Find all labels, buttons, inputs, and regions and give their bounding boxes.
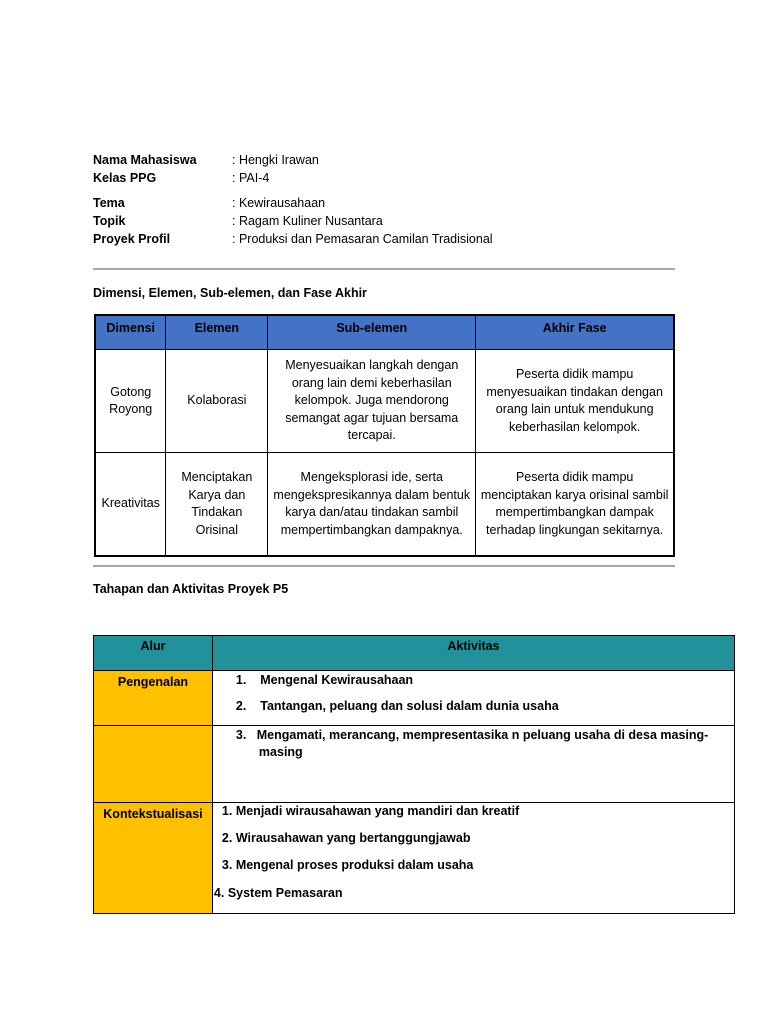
list-item: 2. Tantangan, peluang dan solusi dalam dunia usaha xyxy=(235,699,559,713)
class-label: Kelas PPG xyxy=(93,171,157,185)
table-row xyxy=(94,803,735,914)
list-item: 4. System Pemasaran xyxy=(213,886,343,900)
stage-kontekstualisasi-activities xyxy=(212,803,734,914)
table-row xyxy=(94,726,735,803)
student-name-value: : Hengki Irawan xyxy=(232,153,319,167)
col-header-dimensi: Dimensi xyxy=(95,315,166,350)
table-header-row xyxy=(95,315,674,350)
list-item: 1. Mengenal Kewirausahaan xyxy=(235,673,414,687)
project-value: : Produksi dan Pemasaran Camilan Tradisional xyxy=(232,232,493,246)
col-header-aktivitas: Aktivitas xyxy=(212,636,734,671)
topic-label: Topik xyxy=(93,214,126,228)
cell-sub-elemen: Menyesuaikan langkah dengan orang lain demi keberhasilan kelompok. Juga mendorong semangat agar tujuan bersama tercapai. xyxy=(268,350,476,453)
cell-akhir-fase: Peserta didik mampu menyesuaikan tindakan dengan orang lain untuk mendukung keberhasilan kelompok. xyxy=(476,350,674,453)
list-item: 3. Mengamati, merancang, mempresentasika n peluang usaha di desa masing- xyxy=(235,728,709,742)
section1-title: Dimensi, Elemen, Sub-elemen, dan Fase Akhir xyxy=(93,286,367,300)
topic-value: : Ragam Kuliner Nusantara xyxy=(232,214,383,228)
list-item: 2. Wirausahawan yang bertanggungjawab xyxy=(221,831,471,845)
stage-pengenalan-activities xyxy=(212,671,734,726)
student-name-label: Nama Mahasiswa xyxy=(93,153,197,167)
cell-akhir-fase: Peserta didik mampu menciptakan karya orisinal sambil mempertimbangkan dampak terhadap lingkungan sekitarnya. xyxy=(476,453,674,557)
list-item: 3. Mengenal proses produksi dalam usaha xyxy=(221,858,474,872)
activity-table xyxy=(93,635,735,914)
col-header-alur: Alur xyxy=(94,636,213,671)
stage-pengenalan-continued xyxy=(94,726,213,803)
theme-value: : Kewirausahaan xyxy=(232,196,326,210)
section2-title: Tahapan dan Aktivitas Proyek P5 xyxy=(93,582,289,596)
table-row xyxy=(95,453,674,557)
list-item-continuation: masing xyxy=(258,745,303,759)
dimension-table xyxy=(94,314,675,557)
col-header-akhir-fase: Akhir Fase xyxy=(476,315,674,350)
col-header-sub-elemen: Sub-elemen xyxy=(268,315,476,350)
stage-pengenalan-activities-2 xyxy=(212,726,734,803)
cell-sub-elemen: Mengeksplorasi ide, serta mengekspresikannya dalam bentuk karya dan/atau tindakan sambil mempertimbangkan dampaknya. xyxy=(268,453,476,557)
theme-label: Tema xyxy=(93,196,125,210)
project-label: Proyek Profil xyxy=(93,232,171,246)
table-row xyxy=(94,671,735,726)
divider-top xyxy=(93,268,675,270)
divider-middle xyxy=(93,565,675,567)
cell-dimensi: Gotong Royong xyxy=(95,350,166,453)
stage-pengenalan: Pengenalan xyxy=(94,671,213,726)
cell-elemen: Kolaborasi xyxy=(166,350,268,453)
table-header-row xyxy=(94,636,735,671)
cell-elemen: Menciptakan Karya dan Tindakan Orisinal xyxy=(166,453,268,557)
table-row xyxy=(95,350,674,453)
col-header-elemen: Elemen xyxy=(166,315,268,350)
list-item: 1. Menjadi wirausahawan yang mandiri dan kreatif xyxy=(221,804,520,818)
stage-kontekstualisasi: Kontekstualisasi xyxy=(94,803,213,914)
cell-dimensi: Kreativitas xyxy=(95,453,166,557)
class-value: : PAI-4 xyxy=(232,171,270,185)
